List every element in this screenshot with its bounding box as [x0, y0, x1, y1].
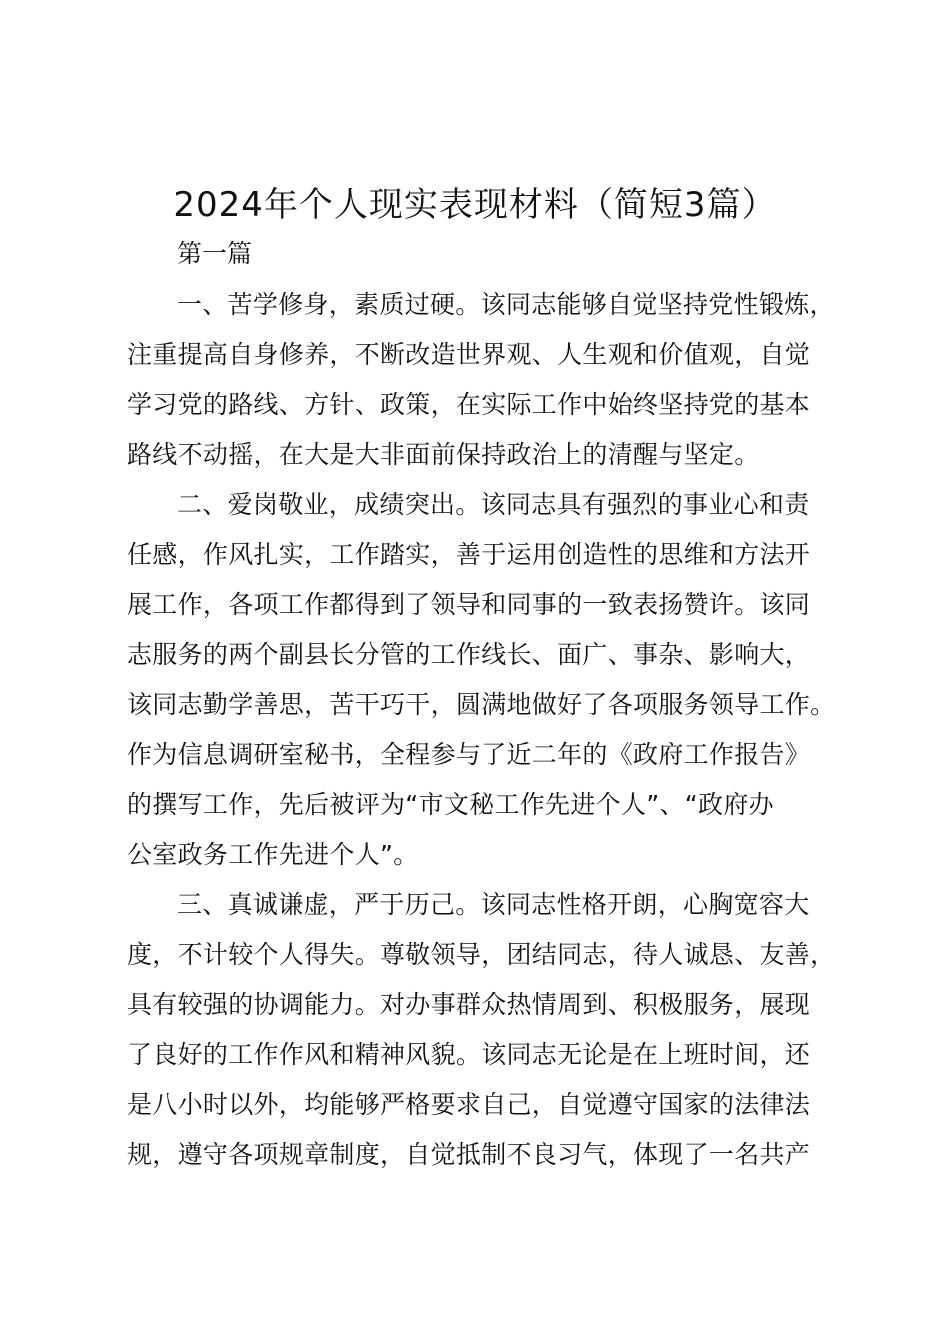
text-line: 志服务的两个副县长分管的工作线长、面广、事杂、影响大， [127, 640, 811, 669]
text-line: 的撰写工作，先后被评为“市文秘工作先进个人”、“政府办 [127, 790, 774, 819]
text-line: 公室政务工作先进个人”。 [127, 840, 419, 869]
text-line: 二、爱岗敬业，成绩突出。该同志具有强烈的事业心和责 [177, 490, 810, 519]
text-line: 注重提高自身修养，不断改造世界观、人生观和价值观，自觉 [127, 340, 811, 369]
text-line: 度，不计较个人得失。尊敬领导，团结同志，待人诚恳、友善， [127, 940, 836, 969]
text-line: 路线不动摇，在大是大非面前保持政治上的清醒与坚定。 [127, 440, 760, 469]
body-text [127, 284, 867, 1184]
text-line: 展工作，各项工作都得到了领导和同事的一致表扬赞许。该同 [127, 590, 811, 619]
text-line: 是八小时以外，均能够严格要求自己，自觉遵守国家的法律法 [127, 1090, 811, 1119]
text-line: 了良好的工作作风和精神风貌。该同志无论是在上班时间，还 [127, 1040, 811, 1069]
text-line: 该同志勤学善思，苦干巧干，圆满地做好了各项服务领导工作。 [127, 690, 836, 719]
section-heading: 第一篇 [177, 239, 253, 268]
text-line: 三、真诚谦虚，严于历己。该同志性格开朗，心胸宽容大 [177, 890, 810, 919]
text-line: 一、苦学修身，素质过硬。该同志能够自觉坚持党性锻炼， [177, 290, 835, 319]
text-line: 任感，作风扎实，工作踏实，善于运用创造性的思维和方法开 [127, 540, 811, 569]
text-line: 学习党的路线、方针、政策，在实际工作中始终坚持党的基本 [127, 390, 811, 419]
text-line: 规，遵守各项规章制度，自觉抵制不良习气，体现了一名共产 [127, 1140, 811, 1169]
document-title: 2024年个人现实表现材料（简短3篇） [173, 185, 777, 225]
text-line: 具有较强的协调能力。对办事群众热情周到、积极服务，展现 [127, 990, 811, 1019]
text-line: 作为信息调研室秘书，全程参与了近二年的《政府工作报告》 [127, 740, 811, 769]
